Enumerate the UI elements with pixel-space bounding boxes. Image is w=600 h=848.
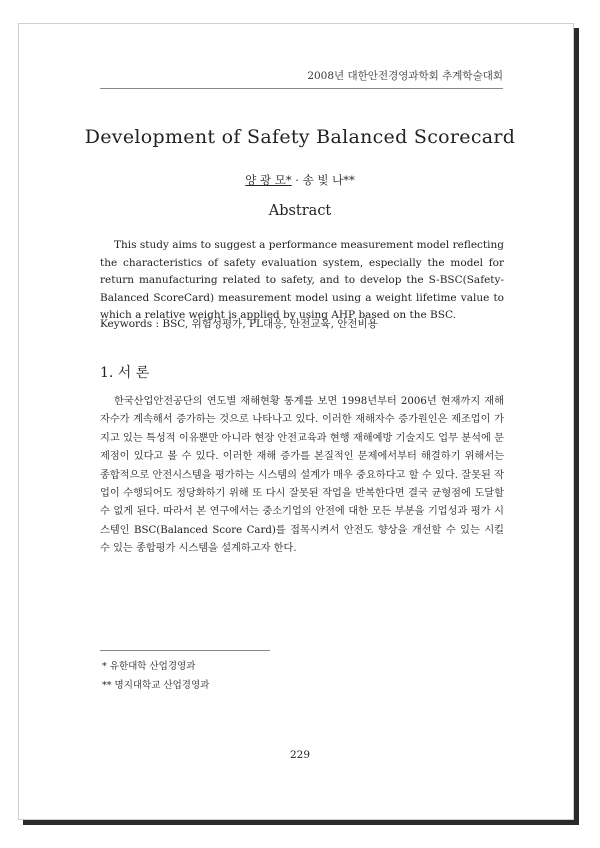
paper-title: Development of Safety Balanced Scorecard: [84, 126, 516, 148]
author-2: 송 빛 나**: [302, 173, 355, 187]
keywords: Keywords : BSC, 위험성평가, PL대응, 안전교육, 안전비용: [100, 318, 378, 330]
page-shadow-bottom: [23, 820, 579, 825]
page-number: 229: [289, 749, 311, 761]
footnote-1: * 유한대학 산업경영과: [102, 661, 196, 672]
author-separator: ·: [295, 173, 299, 187]
author-line: [150, 172, 450, 188]
abstract-heading: Abstract: [268, 203, 332, 219]
footnote-2: ** 명지대학교 산업경영과: [102, 680, 210, 691]
page-shadow-right: [574, 28, 579, 825]
abstract-body: This study aims to suggest a performance measurement model reflecting the characteristics of safety evaluation system, especially the model for return manufacturing related to safety, and to develop the S-BSC(Safety-Balanced ScoreCard) measurement model using a weight lifetime value to which a relative weight is applied by using AHP based on the BSC.: [100, 239, 504, 322]
running-head: 2008년 대한안전경영과학회 추계학술대회: [307, 70, 503, 82]
section-body-introduction: 한국산업안전공단의 연도별 재해현황 통계를 보면 1998년부터 2006년 현재까지 재해자수가 계속해서 증가하는 것으로 나타나고 있다. 이러한 재해자수 증가원인은 제조업이 가지고 있는 특성적 이유뿐만 아니라 현장 안전교육과 현행 재해예방 기술지도 업무 분석에 문제점이 있다고 볼 수 있다. 이러한 재해 증가를 본질적인 문제에서부터 해결하기 위해서는 종합적으로 안전시스템을 평가하는 시스템의 설계가 매우 중요하다고 할 수 있다. 잘못된 작업이 수행되어도 정당화하기 위해 또 다시 잘못된 작업을 반복한다면 결국 균형점에 도달할 수 없게 된다. 따라서 본 연구에서는 중소기업의 안전에 대한 모든 부분을 기업성과 평가 시스템인 BSC(Balanced Score Card)를 접목시켜서 안전도 향상을 개선할 수 있는 시킬 수 있는 종합평가 시스템을 설계하고자 한다.: [100, 396, 504, 555]
header-rule: [100, 88, 503, 89]
section-heading-introduction: 1. 서 론: [100, 365, 150, 381]
author-1: 양 광 모*: [245, 173, 292, 187]
footnote-rule: [100, 650, 270, 651]
